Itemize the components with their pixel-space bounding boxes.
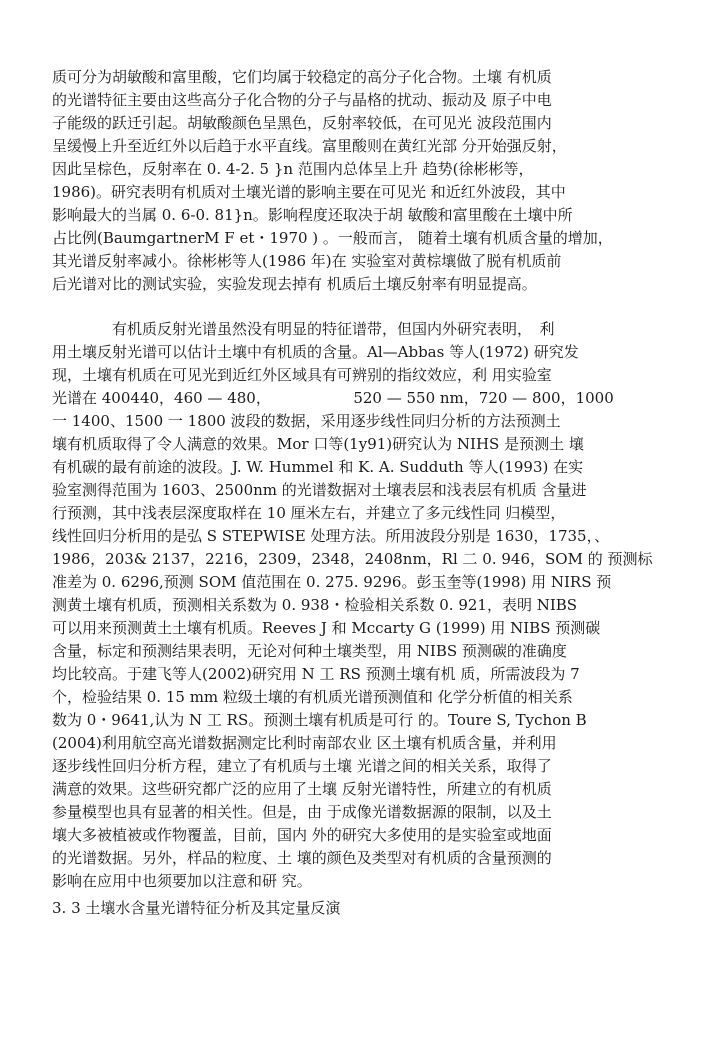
- text-line: 其光谱反射率减小。徐彬彬等人(1986 年)在 实验室对黄棕壤做了脱有机质前: [52, 252, 562, 270]
- text-line: 逐步线性回归分析方程，建立了有机质与土壤 光谱之间的相关关系，取得了: [52, 757, 552, 775]
- text-line: 影响最大的当属 0. 6-0. 81}n。影响程度还取决于胡 敏酸和富里酸在土壤中所: [52, 206, 573, 224]
- text-line: 占比例(BaumgartnerM F et・1970 ) 。一般而言， 随着土壤有机质含量的增加，: [52, 229, 613, 247]
- text-line: 质可分为胡敏酸和富里酸，它们均属于较稳定的高分子化合物。土壤 有机质: [52, 68, 552, 86]
- text-line: 壤大多被植被或作物覆盖，目前，国内 外的研究大多使用的是实验室或地面: [52, 826, 552, 844]
- text-line: 现，土壤有机质在可见光到近红外区域具有可辨别的指纹效应，利 用实验室: [52, 366, 552, 384]
- text-line: 有机质反射光谱虽然没有明显的特征谱带，但国内外研究表明， 利: [52, 320, 555, 338]
- text-line: 用土壤反射光谱可以估计土壤中有机质的含量。Al—Abbas 等人(1972) 研究发: [52, 343, 579, 361]
- text-line: 有机碳的最有前途的波段。J. W. Hummel 和 K. A. Sudduth 等人(1993) 在实: [52, 458, 584, 476]
- text-line: 可以用来预测黄土土壤有机质。Reeves J 和 Mccarty G (1999) 用 NIBS 预测碳: [52, 619, 601, 637]
- text-line: 行预测，其中浅表层深度取样在 10 厘米左右，并建立了多元线性同 归模型，: [52, 504, 566, 522]
- text-line: 测黄土壤有机质，预测相关系数为 0. 938・检验相关系数 0. 921，表明 NIBS: [52, 596, 578, 614]
- text-line: 后光谱对比的测试实验，实验发现去掉有 机质后土壤反射率有明显提高。: [52, 275, 537, 293]
- text-line: 光谱在 400440，460 — 480， 520 — 550 nm，720 — 800，1000: [52, 389, 614, 407]
- paragraph-organic-matter-spectra: [52, 66, 692, 296]
- text-line: 参量模型也具有显著的相关性。但是，由 于成像光谱数据源的限制，以及土: [52, 803, 552, 821]
- paragraph-organic-matter-research: [52, 318, 692, 893]
- text-line: 因此呈棕色，反射率在 0. 4-2. 5 }n 范围内总体呈上升 趋势(徐彬彬等，: [52, 160, 534, 178]
- text-line: (2004)利用航空高光谱数据测定比利时南部农业 区土壤有机质含量，并利用: [52, 734, 557, 752]
- section-heading-text: 3. 3 土壤水含量光谱特征分析及其定量反演: [52, 899, 341, 917]
- text-line: 1986，203& 2137，2216，2309，2348，2408nm，Rl 二 0. 946，SOM 的 预测标: [52, 550, 653, 568]
- text-line: 影响在应用中也须要加以注意和研 究。: [52, 872, 312, 890]
- text-line: 一 1400、1500 一 1800 波段的数据，采用逐步线性同归分析的方法预测土: [52, 412, 561, 430]
- text-line: 均比较高。于建飞等人(2002)研究用 N 工 RS 预测土壤有机 质，所需波段为 7: [52, 665, 580, 683]
- text-line: 含量，标定和预测结果表明，无论对何种土壤类型，用 NIBS 预测碳的准确度: [52, 642, 567, 660]
- text-line: 验室测得范围为 1603、2500nm 的光谱数据对土壤表层和浅表层有机质 含量进: [52, 481, 587, 499]
- text-line: 1986)。研究表明有机质对土壤光谱的影响主要在可见光 和近红外波段，其中: [52, 183, 566, 201]
- text-line: 呈缓慢上升至近红外以后趋于水平直线。富里酸则在黄红光部 分开始强反射，: [52, 137, 567, 155]
- text-line: 子能级的跃迁引起。胡敏酸颜色呈黑色，反射率较低，在可见光 波段范围内: [52, 114, 552, 132]
- text-line: 的光谱特征主要由这些高分子化合物的分子与晶格的扰动、振动及 原子中电: [52, 91, 552, 109]
- text-line: 数为 0・9641,认为 N 工 RS。预测土壤有机质是可行 的。Toure S, Tychon B: [52, 711, 587, 729]
- text-line: 的光谱数据。另外，样品的粒度、土 壤的颜色及类型对有机质的含量预测的: [52, 849, 552, 867]
- section-heading: [52, 897, 692, 920]
- text-line: 满意的效果。这些研究都广泛的应用了土壤 反射光谱特性，所建立的有机质: [52, 780, 552, 798]
- text-line: 壤有机质取得了令人满意的效果。Mor 口等(1y91)研究认为 NIHS 是预测土 壤: [52, 435, 584, 453]
- text-line: 线性回归分析用的是弘 S STEPWISE 处理方法。所用波段分别是 1630，1735，、: [52, 527, 610, 545]
- text-line: 个，检验结果 0. 15 mm 粒级土壤的有机质光谱预测值和 化学分析值的相关系: [52, 688, 573, 706]
- text-line: 准差为 0. 6296,预测 SOM 值范围在 0. 275. 9296。彭玉奎等(1998) 用 NIRS 预: [52, 573, 612, 591]
